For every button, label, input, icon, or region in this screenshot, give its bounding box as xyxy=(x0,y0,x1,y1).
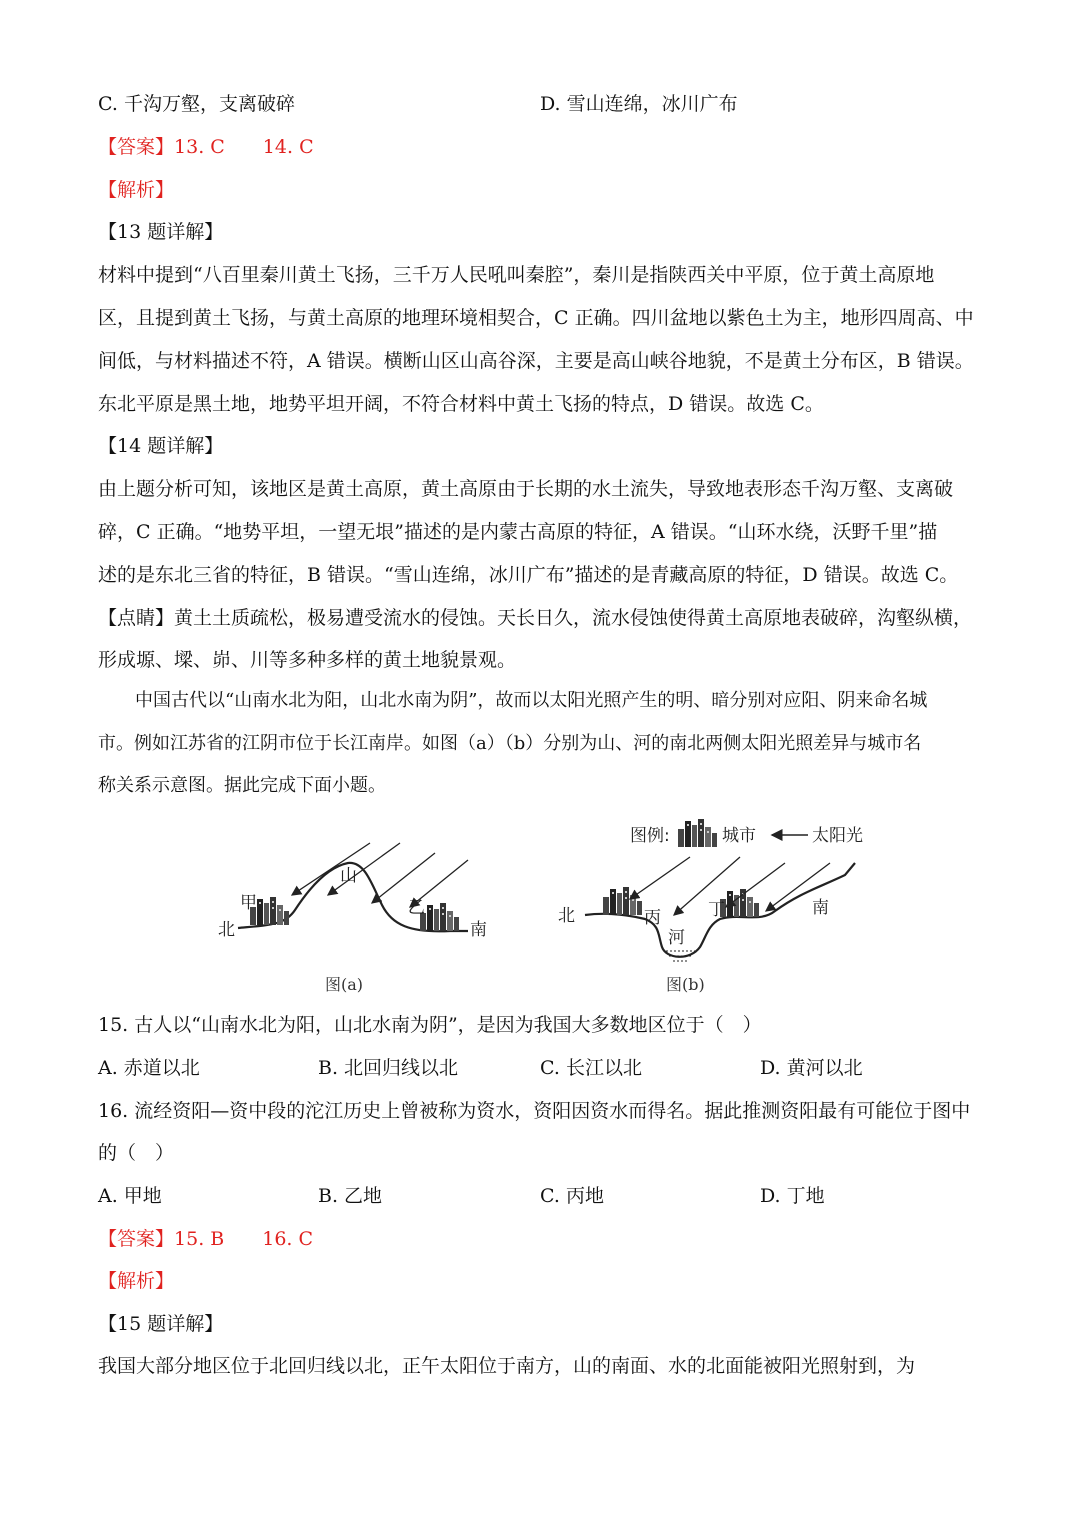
q14-detail-title: 【14 题详解】 xyxy=(98,435,224,457)
q15-detail-line: 我国大部分地区位于北回归线以北，正午太阳位于南方，山的南面、水的北面能被阳光照射到，为 xyxy=(98,1355,916,1377)
answer-13-14 xyxy=(98,134,314,160)
label-south-a: 南 xyxy=(470,920,487,940)
dianjing-line: 形成塬、墚、峁、川等多种多样的黄土地貌景观。 xyxy=(98,649,517,671)
city-yi-icon xyxy=(420,903,459,931)
q14-detail-line: 由上题分析可知，该地区是黄土高原，黄土高原由于长期的水土流失，导致地表形态千沟万壑、支离破 xyxy=(98,478,954,500)
sun-ray xyxy=(372,853,435,903)
caption-a: 图(a) xyxy=(325,975,364,994)
q13-detail-line: 东北平原是黑土地，地势平坦开阔，不符合材料中黄土飞扬的特点，D 错误。故选 C。 xyxy=(98,393,824,415)
q16-option-c[interactable]: C. 丙地 xyxy=(540,1185,604,1207)
q15-option-a[interactable]: A. 赤道以北 xyxy=(98,1057,200,1079)
sun-ray xyxy=(630,857,690,899)
figure-a xyxy=(218,843,487,994)
label-south-b: 南 xyxy=(812,898,829,918)
label-bing: 丙 xyxy=(644,908,661,928)
diagram-svg xyxy=(200,815,880,1005)
label-yi: 乙 xyxy=(408,898,425,918)
q15-option-b[interactable]: B. 北回归线以北 xyxy=(318,1057,459,1079)
legend-prefix: 图例: xyxy=(630,826,670,846)
sunlight-city-diagram xyxy=(200,815,880,1005)
legend-sun-label: 太阳光 xyxy=(812,826,863,846)
q16-option-b[interactable]: B. 乙地 xyxy=(318,1185,383,1207)
q15-stem: 15. 古人以“山南水北为阳，山北水南为阴”，是因为我国大多数地区位于（ ） xyxy=(98,1014,762,1036)
label-jia: 甲 xyxy=(240,893,257,913)
city-ding-icon xyxy=(720,889,759,917)
q16-option-d[interactable]: D. 丁地 xyxy=(760,1185,825,1207)
caption-b: 图(b) xyxy=(666,975,705,994)
q15-option-c[interactable]: C. 长江以北 xyxy=(540,1057,642,1079)
q16-option-a[interactable]: A. 甲地 xyxy=(98,1185,162,1207)
analysis-heading: 【解析】 xyxy=(98,1270,175,1292)
label-north-a: 北 xyxy=(218,920,235,940)
q15-detail-title: 【15 题详解】 xyxy=(98,1313,224,1335)
q15-option-d[interactable]: D. 黄河以北 xyxy=(760,1057,863,1079)
q16-stem-line: 的（ ） xyxy=(98,1142,175,1164)
analysis-heading: 【解析】 xyxy=(98,179,175,201)
q13-detail-line: 区，且提到黄土飞扬，与黄土高原的地理环境相契合，C 正确。四川盆地以紫色土为主，地形四周高、中 xyxy=(98,307,974,329)
option-c-prev: C. 千沟万壑，支离破碎 xyxy=(98,93,295,115)
city-bing-icon xyxy=(603,887,642,915)
answer-label: 【答案】 xyxy=(98,1228,175,1250)
q16-stem-line: 16. 流经资阳—资中段的沱江历史上曾被称为资水，资阳因资水而得名。据此推测资阳最有可能位于图中 xyxy=(98,1100,971,1122)
figure-b xyxy=(558,857,855,994)
answer-label: 【答案】 xyxy=(98,136,175,158)
sun-ray xyxy=(292,843,370,895)
sun-ray xyxy=(726,863,785,907)
label-river: 河 xyxy=(668,928,685,948)
q13-detail-line: 材料中提到“八百里秦川黄土飞扬，三千万人民吼叫秦腔”，秦川是指陕西关中平原，位于黄土高原地 xyxy=(98,264,935,286)
answer-15-16 xyxy=(98,1226,313,1252)
label-ding: 丁 xyxy=(708,900,725,920)
legend-city-icon xyxy=(678,819,717,847)
q14-detail-line: 碎，C 正确。“地势平坦，一望无垠”描述的是内蒙古高原的特征，A 错误。“山环水绕，沃野千里”描 xyxy=(98,521,938,543)
material-line: 市。例如江苏省的江阴市位于长江南岸。如图（a）（b）分别为山、河的南北两侧太阳光照差异与城市名 xyxy=(98,733,922,754)
material-line: 称关系示意图。据此完成下面小题。 xyxy=(98,775,386,796)
legend-city-label: 城市 xyxy=(722,826,756,846)
answer-value: 15. B 16. C xyxy=(174,1228,314,1250)
q13-detail-line: 间低，与材料描述不符，A 错误。横断山区山高谷深，主要是高山峡谷地貌，不是黄土分布区，B 错误。 xyxy=(98,350,974,372)
answer-value: 13. C 14. C xyxy=(174,136,314,158)
dianjing-line: 【点睛】黄土土质疏松，极易遭受流水的侵蚀。天长日久，流水侵蚀使得黄土高原地表破碎，沟壑纵横， xyxy=(98,607,973,629)
label-north-b: 北 xyxy=(558,906,575,926)
q14-detail-line: 述的是东北三省的特征，B 错误。“雪山连绵，冰川广布”描述的是青藏高原的特征，D 错误。故选 C。 xyxy=(98,564,959,586)
label-mountain: 山 xyxy=(340,866,357,886)
option-d-prev: D. 雪山连绵，冰川广布 xyxy=(540,93,738,115)
q13-detail-title: 【13 题详解】 xyxy=(98,221,224,243)
material-line: 中国古代以“山南水北为阳，山北水南为阴”，故而以太阳光照产生的明、暗分别对应阳、阴来命名城 xyxy=(135,690,928,711)
sun-ray xyxy=(328,843,400,895)
